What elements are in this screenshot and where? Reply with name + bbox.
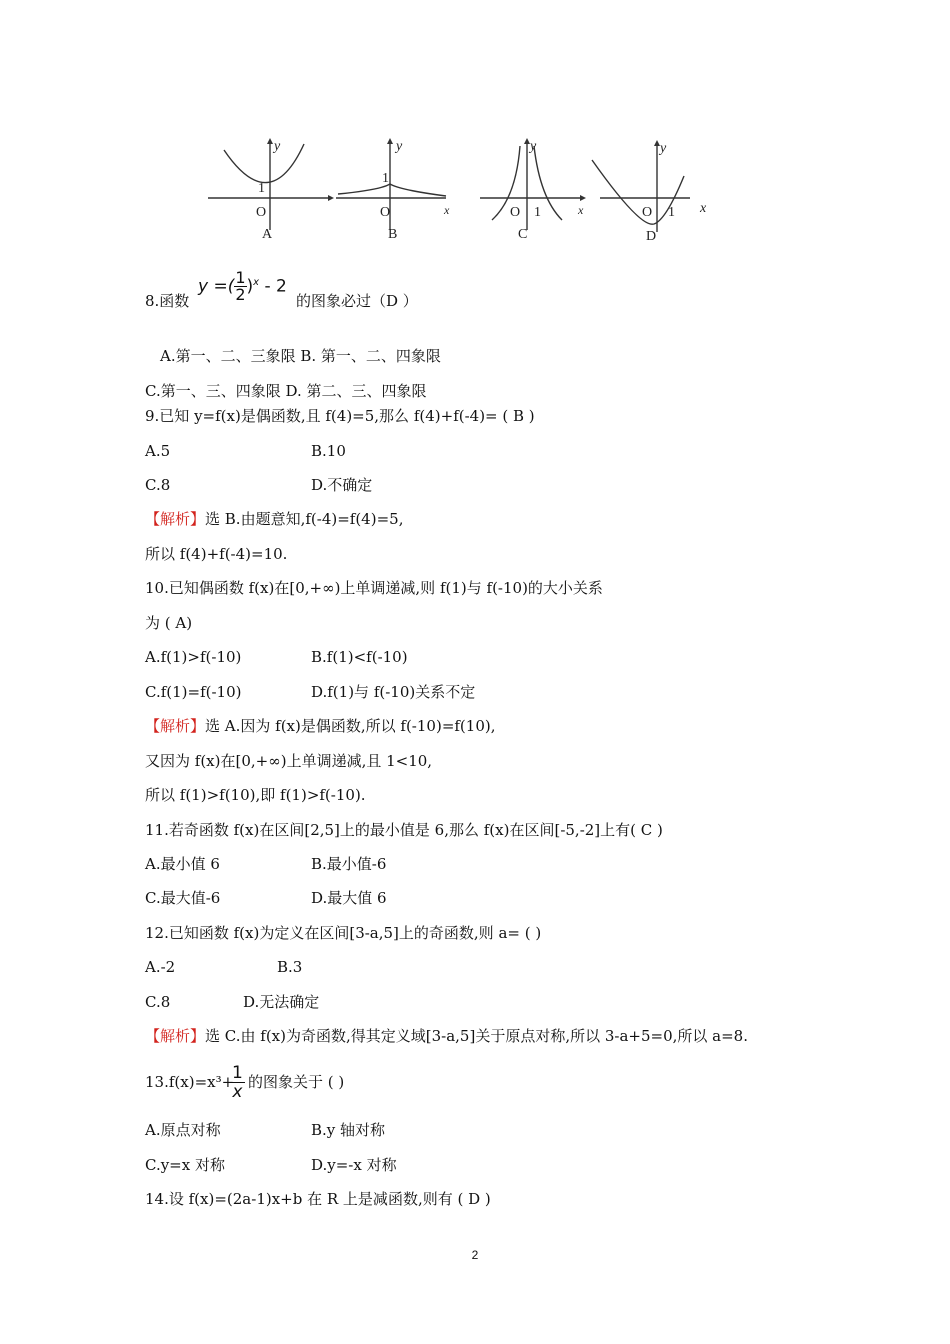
graph-a-label: A bbox=[262, 227, 273, 242]
graph-b-curve bbox=[338, 184, 446, 196]
q12-option-c: C.8 bbox=[145, 993, 171, 1011]
q12-solution-line1: 【解析】选 C.由 f(x)为奇函数,得其定义域[3-a,5]关于原点对称,所以 3-a+5=0,所以 a=8. bbox=[145, 1027, 748, 1045]
graph-d-label: D bbox=[646, 229, 657, 244]
q11-option-c: C.最大值-6 bbox=[145, 889, 221, 907]
q11-option-b: B.最小值-6 bbox=[311, 855, 387, 873]
q13-fraction: 1 x bbox=[232, 1063, 243, 1102]
q11-option-d: D.最大值 6 bbox=[311, 889, 387, 907]
graph-c-one: 1 bbox=[534, 205, 541, 220]
q12-stem: 12.已知函数 f(x)为定义在区间[3-a,5]上的奇函数,则 a= ( ) bbox=[145, 924, 542, 942]
graph-d-origin: O bbox=[642, 205, 653, 220]
q9-option-d: D.不确定 bbox=[311, 476, 373, 494]
q13-option-c: C.y=x 对称 bbox=[145, 1156, 225, 1174]
q10-option-b: B.f(1)<f(-10) bbox=[311, 648, 408, 666]
q10-solution-line1: 【解析】选 A.因为 f(x)是偶函数,所以 f(-10)=f(10), bbox=[145, 717, 496, 735]
q9-option-a: A.5 bbox=[145, 442, 171, 460]
graph-b-x-label: x bbox=[444, 203, 450, 217]
analysis-tag: 【解析】 bbox=[145, 1027, 206, 1045]
q8-fraction: $\frac{1}{2}$ bbox=[235, 268, 246, 304]
q10-stem-line1: 10.已知偶函数 f(x)在[0,+∞)上单调递减,则 f(1)与 f(-10)的大小关系 bbox=[145, 579, 603, 597]
graph-b-y-label: y bbox=[396, 139, 403, 154]
graphs-svg bbox=[200, 128, 720, 246]
q10-option-c: C.f(1)=f(-10) bbox=[145, 683, 242, 701]
graph-d-x-label: x bbox=[700, 201, 707, 216]
graph-c-x-label: x bbox=[578, 203, 584, 217]
graph-d-y-label: y bbox=[660, 141, 667, 156]
analysis-tag: 【解析】 bbox=[145, 510, 206, 528]
q13-option-a: A.原点对称 bbox=[145, 1121, 221, 1139]
graph-b-one: 1 bbox=[382, 171, 389, 186]
q11-stem: 11.若奇函数 f(x)在区间[2,5]上的最小值是 6,那么 f(x)在区间[-5,-2]上有( C ) bbox=[145, 821, 663, 839]
q11-option-a: A.最小值 6 bbox=[145, 855, 220, 873]
graph-b-label: B bbox=[388, 227, 398, 242]
q13-option-d: D.y=-x 对称 bbox=[311, 1156, 397, 1174]
q10-option-d: D.f(1)与 f(-10)关系不定 bbox=[311, 683, 476, 701]
graph-b-origin: O bbox=[380, 205, 391, 220]
q8-formula: y =( $\frac{1}{2}$ )$^x$ - 2 bbox=[198, 268, 287, 304]
graph-a-y-label: y bbox=[274, 139, 281, 154]
graph-a-curve bbox=[224, 144, 304, 183]
graph-d-one: 1 bbox=[668, 205, 675, 220]
q10-solution-line3: 所以 f(1)>f(10),即 f(1)>f(-10). bbox=[145, 786, 366, 804]
q8-options-ab: A.第一、二、三象限 B. 第一、二、四象限 bbox=[160, 347, 441, 365]
graph-a-origin: O bbox=[256, 205, 267, 220]
q13-option-b: B.y 轴对称 bbox=[311, 1121, 386, 1139]
q8-stem-suffix: 的图象必过（D ） bbox=[296, 292, 418, 310]
q9-solution-line2: 所以 f(4)+f(-4)=10. bbox=[145, 545, 288, 563]
q12-option-b: B.3 bbox=[277, 958, 303, 976]
q8-formula-y: y =( bbox=[198, 276, 235, 297]
q14-stem: 14.设 f(x)=(2a-1)x+b 在 R 上是减函数,则有 ( D ) bbox=[145, 1190, 491, 1208]
graph-a-one: 1 bbox=[258, 181, 265, 196]
q10-option-a: A.f(1)>f(-10) bbox=[145, 648, 242, 666]
q12-option-a: A.-2 bbox=[145, 958, 176, 976]
analysis-tag: 【解析】 bbox=[145, 717, 206, 735]
q9-option-c: C.8 bbox=[145, 476, 171, 494]
page-number: 2 bbox=[471, 1248, 479, 1262]
q13-stem-suffix: 的图象关于 ( ) bbox=[248, 1073, 345, 1091]
q10-stem-line2: 为 ( A) bbox=[145, 614, 193, 632]
q12-option-d: D.无法确定 bbox=[243, 993, 320, 1011]
graph-c-origin: O bbox=[510, 205, 521, 220]
q10-solution-line2: 又因为 f(x)在[0,+∞)上单调递减,且 1<10, bbox=[145, 752, 433, 770]
function-graphs-figure bbox=[200, 128, 720, 246]
graph-c-y-label: y bbox=[530, 139, 537, 154]
q9-option-b: B.10 bbox=[311, 442, 346, 460]
graph-c-label: C bbox=[518, 227, 528, 242]
q8-options-cd: C.第一、三、四象限 D. 第二、三、四象限 bbox=[145, 382, 427, 400]
q13-stem-prefix: 13.f(x)=x³+ bbox=[145, 1073, 235, 1091]
q9-stem: 9.已知 y=f(x)是偶函数,且 f(4)=5,那么 f(4)+f(-4)= ( B ) bbox=[145, 407, 535, 425]
q8-stem-prefix: 8.函数 bbox=[145, 292, 190, 310]
q9-solution-line1: 【解析】选 B.由题意知,f(-4)=f(4)=5, bbox=[145, 510, 404, 528]
